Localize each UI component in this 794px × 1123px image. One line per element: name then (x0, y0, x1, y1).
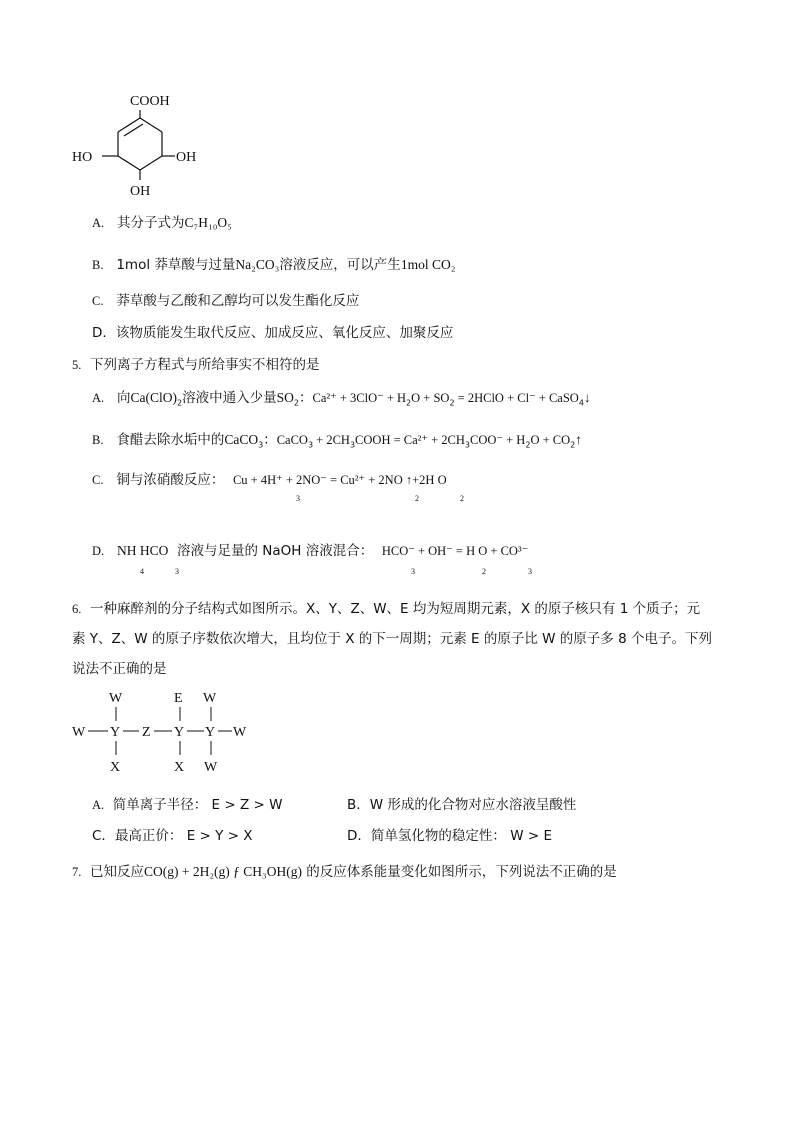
q6-option-c (92, 824, 253, 844)
amount: 1mol CO₂ (400, 257, 456, 272)
subscript: 2 (460, 494, 464, 503)
option-letter: B. (92, 258, 104, 272)
ho-left-label: HO (72, 150, 93, 165)
atom-y-1: Y (110, 725, 121, 740)
equation-part: O + CO (530, 433, 571, 447)
option-letter: A. (92, 391, 105, 405)
question-number: 7. (72, 865, 82, 879)
option-text: 溶液与足量的 NaOH 溶液混合： (177, 543, 374, 559)
equation-part: + 2CH (313, 433, 350, 447)
option-text: 莽草酸与乙酸和乙醇均可以发生酯化反应 (116, 293, 360, 309)
q6-stem-line1 (72, 597, 700, 617)
q5-option-a (92, 386, 591, 408)
equation: CaCO (276, 433, 308, 447)
option-letter: A. (92, 798, 105, 812)
atom-z: Z (142, 725, 151, 740)
reagent: Ca(ClO) (130, 390, 178, 405)
shikimic-acid-structure (70, 88, 210, 203)
option-text: 向 (117, 390, 131, 406)
equation-part: COO⁻ + H (470, 433, 526, 447)
subscript: 3 (464, 440, 471, 450)
option-text: 铜与浓硝酸反应： (116, 472, 225, 488)
question-stem: 一种麻醉剂的分子结构式如图所示。X、Y、Z、W、E 均为短周期元素，X 的原子核只有 1 个质子；元 (89, 601, 701, 617)
subscript: 3 (175, 567, 179, 576)
atom-x-bottom-2: X (174, 760, 185, 775)
equation-part: O + SO (411, 391, 450, 405)
subscript: 2 (570, 440, 576, 450)
option-letter: C． (92, 828, 115, 844)
equation: Ca²⁺ + 3ClO⁻ + H (312, 391, 407, 405)
option-letter: B． (347, 797, 370, 813)
q6-stem-line2 (72, 627, 712, 647)
option-letter: A. (92, 216, 105, 230)
subscript: 3 (258, 440, 264, 450)
atom-w-top-right: W (203, 691, 217, 706)
option-letter: C. (92, 294, 104, 308)
subscript: 2 (525, 440, 531, 450)
option-text: 其分子式为 (117, 215, 185, 231)
equation: Cu + 4H⁺ + 2NO⁻ = Cu²⁺ + 2NO ↑+2H O (232, 473, 447, 487)
question-text: 已知反应 (89, 864, 144, 880)
question-number: 5. (72, 358, 82, 372)
atom-w-top: W (109, 691, 123, 706)
equation: CO(g) + 2H₂(g) ƒ CH₃OH(g) (143, 864, 302, 879)
option-letter: D． (92, 325, 116, 341)
q5-stem (72, 353, 319, 373)
option-text: 简单氢化物的稳定性： W > E (370, 828, 552, 844)
subscript: 2 (449, 398, 455, 408)
question-number: 6. (72, 602, 82, 616)
q4-option-b (92, 253, 455, 273)
reagent: CaCO (224, 432, 259, 447)
question-stem: 素 Y、Z、W 的原子序数依次增大，且均位于 X 的下一周期；元素 E 的原子比 W 的原子多 8 个电子。下列 (72, 631, 712, 647)
option-text: 1mol 莽草酸与过量 (116, 257, 236, 273)
q6-option-d (347, 824, 552, 844)
subscript: 3 (349, 440, 356, 450)
colon: ： (263, 432, 277, 448)
question-stem: 说法不正确的是 (72, 661, 167, 677)
q4-option-d (92, 321, 453, 341)
subscript: 2 (482, 567, 486, 576)
option-text-2: 溶液反应，可以产生 (279, 257, 401, 273)
equation-part: COOH = Ca²⁺ + 2CH (355, 433, 465, 447)
option-text: W 形成的化合物对应水溶液呈酸性 (369, 797, 577, 813)
subscript: 4 (578, 398, 584, 408)
subscript: 3 (411, 567, 415, 576)
oh-bottom-label: OH (130, 184, 151, 199)
option-text-mid: 溶液中通入少量 (182, 390, 277, 406)
subscript: 3 (296, 494, 300, 503)
atom-y-2: Y (174, 725, 185, 740)
question-stem: 下列离子方程式与所给事实不相符的是 (89, 357, 320, 373)
q4-option-a (92, 211, 232, 231)
q7-stem (72, 860, 617, 880)
subscript: 2 (177, 398, 183, 408)
q5-option-b (92, 428, 582, 450)
subscript: 3 (528, 567, 532, 576)
subscript: 4 (140, 567, 144, 576)
q6-stem-line3 (72, 657, 167, 677)
atom-w-right: W (233, 725, 247, 740)
atom-w-left: W (72, 725, 86, 740)
option-text: 该物质能发生取代反应、加成反应、氧化反应、加聚反应 (115, 325, 454, 341)
atom-w-bottom: W (204, 760, 218, 775)
q6-option-a (92, 793, 282, 813)
gas: SO (276, 390, 294, 405)
question-text-post: 的反应体系能量变化如图所示，下列说法不正确的是 (306, 864, 617, 880)
option-letter: D. (92, 544, 105, 558)
equation: HCO⁻ + OH⁻ = H O + CO³⁻ (381, 544, 529, 558)
atom-x-bottom: X (110, 760, 121, 775)
precipitate-arrow: ↓ (583, 390, 591, 405)
anesthetic-structure (70, 685, 270, 780)
gas-arrow: ↑ (575, 432, 582, 447)
cooh-label: COOH (130, 94, 170, 109)
option-letter: C. (92, 473, 104, 487)
option-text: 食醋去除水垢中的 (116, 432, 225, 448)
formula: C₇H₁₀O₅ (184, 215, 232, 230)
subscript: 2 (406, 398, 412, 408)
formula: Na₂CO₃ (235, 257, 280, 272)
q5-option-d (92, 539, 528, 559)
subscript: 2 (415, 494, 419, 503)
option-letter: B. (92, 433, 104, 447)
reagent: NH HCO (117, 543, 169, 558)
q6-option-b (347, 793, 576, 813)
option-text: 简单离子半径： E > Z > W (112, 797, 283, 813)
oh-right-label: OH (176, 150, 197, 165)
option-letter: D． (347, 828, 371, 844)
atom-e-top: E (174, 691, 183, 706)
atom-y-3: Y (205, 725, 216, 740)
subscript: 3 (307, 440, 314, 450)
option-text: 最高正价： E > Y > X (114, 828, 253, 844)
equation-part: = 2HClO + Cl⁻ + CaSO (454, 391, 579, 405)
colon: ： (298, 390, 313, 406)
subscript: 2 (293, 398, 299, 408)
q4-option-c (92, 289, 359, 309)
q5-option-c (92, 468, 447, 488)
